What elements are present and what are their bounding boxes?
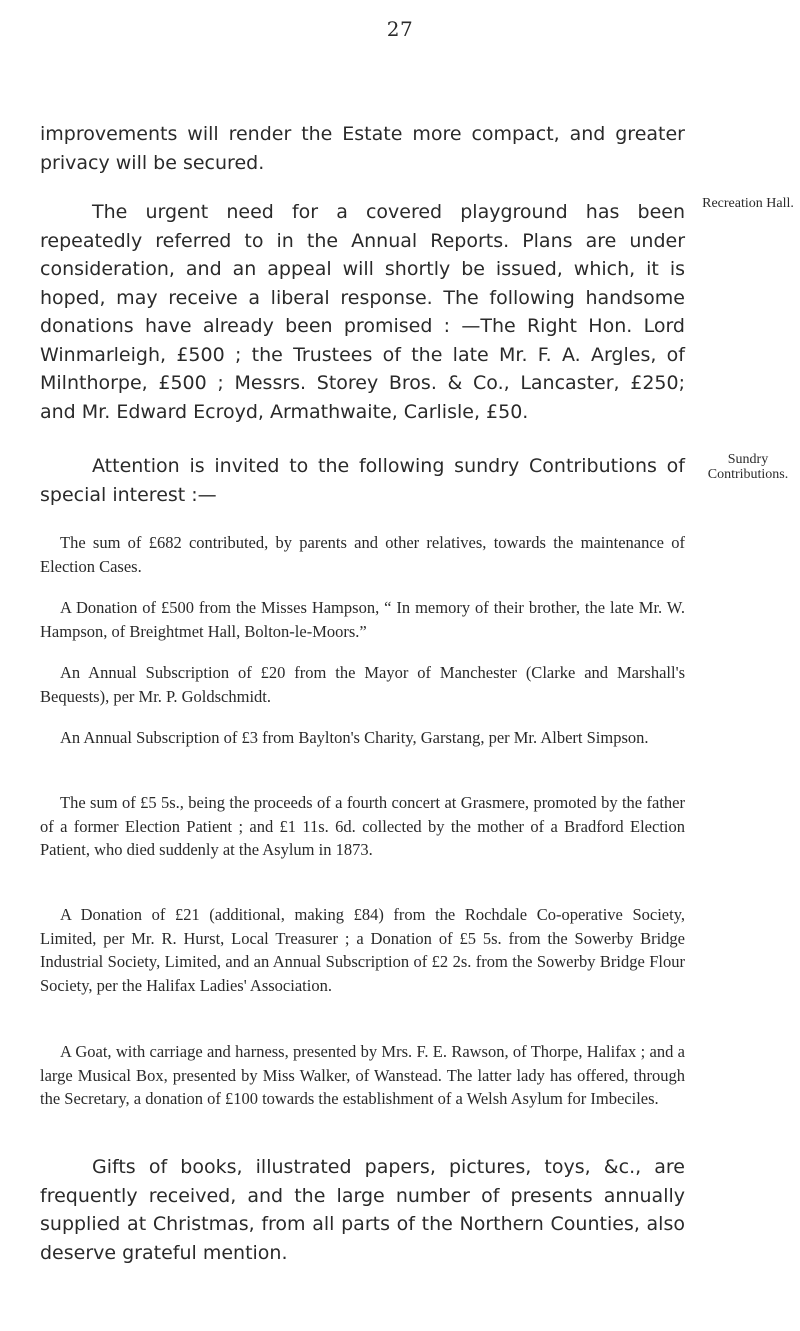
contribution-item-rochdale-society: A Donation of £21 (additional, making £84) from the Rochdale Co-operative Society, Limited, per Mr. R. Hurst, Local Treasurer ; a Donation of £5 5s. from the Sowerby Bridge Industrial Society, Limited, and an Annual Subscription of £2 2s. from the Sowerby Bridge Flour Society, per the Halifax Ladies' Association. [40,905,685,995]
paragraph-christmas-gifts: Gifts of books, illustrated papers, pictures, toys, &c., are frequently received, and the large number of presents annually supplied at Christmas, from all parts of the Northern Counties, also deserve grateful mention. [40,1156,685,1264]
contribution-item-hampson-donation: A Donation of £500 from the Misses Hampson, “ In memory of their brother, the late Mr. W. Hampson, of Breightmet Hall, Bolton-le-Moors.” [40,598,685,641]
margin-note-recreation-hall: Recreation Hall. [702,196,794,211]
page-number: 27 [386,17,414,41]
contribution-item-goat-and-musical-box: A Goat, with carriage and harness, presented by Mrs. F. E. Rawson, of Thorpe, Halifax ; and a large Musical Box, presented by Miss Walker, of Wanstead. The latter lady has offered, through the Secretary, a donation of £100 towards the establishment of a Welsh Asylum for Imbeciles. [40,1042,685,1108]
contribution-item-baylton-charity: An Annual Subscription of £3 from Baylton's Charity, Garstang, per Mr. Albert Simpson. [60,728,649,747]
paragraph-estate-improvements: improvements will render the Estate more compact, and greater privacy will be secured. [40,123,685,174]
contribution-item-manchester-subscription: An Annual Subscription of £20 from the Mayor of Manchester (Clarke and Marshall's Bequests), per Mr. P. Goldschmidt. [40,663,685,706]
contribution-item-grasmere-concert: The sum of £5 5s., being the proceeds of a fourth concert at Grasmere, promoted by the father of a former Election Patient ; and £1 11s. 6d. collected by the mother of a Bradford Election Patient, who died suddenly at the Asylum in 1873. [40,793,685,859]
contribution-item-election-cases: The sum of £682 contributed, by parents and other relatives, towards the maintenance of Election Cases. [40,533,685,576]
margin-note-sundry-contributions: Sundry Contributions. [707,452,789,482]
paragraph-sundry-contributions-intro: Attention is invited to the following sundry Contributions of special interest :— [40,455,685,506]
paragraph-covered-playground: The urgent need for a covered playground has been repeatedly referred to in the Annual Reports. Plans are under consideration, and an appeal will shortly be issued, which, it is hoped, may receive a liberal response. The following handsome donations have already been promised : —The Right Hon. Lord Winmarleigh, £500 ; the Trustees of the late Mr. F. A. Argles, of Milnthorpe, £500 ; Messrs. Storey Bros. & Co., Lancaster, £250; and Mr. Edward Ecroyd, Armathwaite, Carlisle, £50. [40,201,685,423]
